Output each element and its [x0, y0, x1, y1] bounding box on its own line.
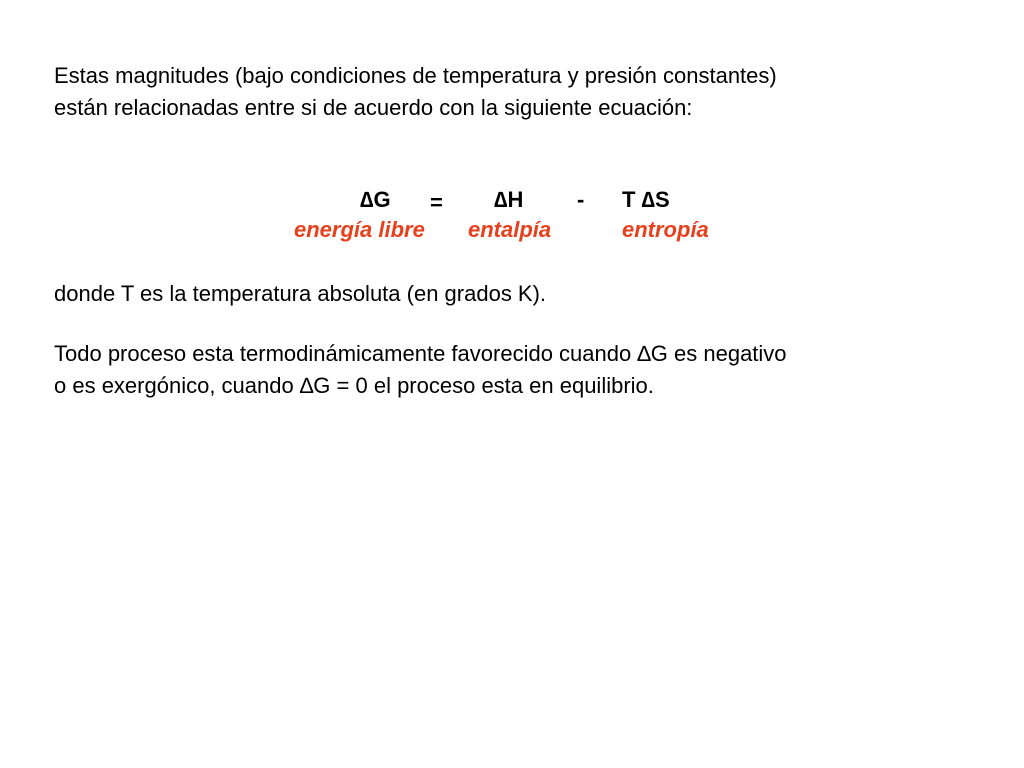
- equation-minus-sign: -: [577, 187, 585, 212]
- label-entalpia: entalpía: [468, 217, 552, 242]
- temperature-note: donde T es la temperatura absoluta (en grados K).: [54, 281, 547, 306]
- equation-t-delta-s: T ∆S: [622, 187, 670, 212]
- conclusion-line-2: o es exergónico, cuando ∆G = 0 el proceso esta en equilibrio.: [54, 373, 654, 398]
- equation-equals-sign: =: [430, 190, 443, 215]
- intro-line-2: están relacionadas entre si de acuerdo con la siguiente ecuación:: [54, 95, 693, 120]
- equation-delta-g: ∆G: [360, 187, 391, 212]
- equation-delta-h: ∆H: [494, 187, 524, 212]
- intro-line-1: Estas magnitudes (bajo condiciones de temperatura y presión constantes): [54, 63, 777, 88]
- conclusion-line-1: Todo proceso esta termodinámicamente favorecido cuando ∆G es negativo: [54, 341, 787, 366]
- label-energia-libre: energía libre: [294, 217, 425, 242]
- label-entropia: entropía: [622, 217, 709, 242]
